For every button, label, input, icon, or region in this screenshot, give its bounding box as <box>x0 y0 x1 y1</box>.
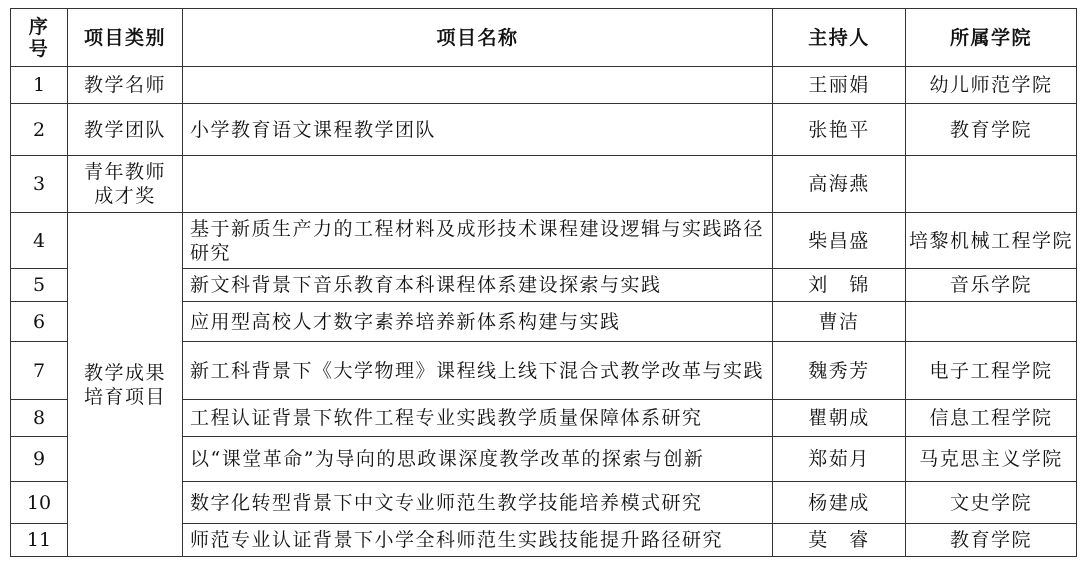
row-college: 马克思主义学院 <box>906 437 1077 482</box>
row-college: 教育学院 <box>906 104 1077 156</box>
row-index: 2 <box>11 104 68 156</box>
row-category: 教学团队 <box>68 104 183 156</box>
row-project-name: 以“课堂革命”为导向的思政课深度教学改革的探索与创新 <box>183 437 773 482</box>
row-project-name: 应用型高校人才数字素养培养新体系构建与实践 <box>183 302 773 342</box>
row-category: 教学名师 <box>68 67 183 104</box>
row-college: 教育学院 <box>906 524 1077 557</box>
row-college: 电子工程学院 <box>906 342 1077 400</box>
row-host: 王丽娟 <box>773 67 906 104</box>
header-category: 项目类别 <box>68 9 183 67</box>
row-host: 柴昌盛 <box>773 213 906 269</box>
row-project-name <box>183 67 773 104</box>
row-college: 音乐学院 <box>906 269 1077 302</box>
table-row <box>11 213 1077 269</box>
row-college: 文史学院 <box>906 482 1077 524</box>
row-college <box>906 302 1077 342</box>
header-index: 序 号 <box>11 9 68 67</box>
row-project-name <box>183 156 773 213</box>
row-project-name: 工程认证背景下软件工程专业实践教学质量保障体系研究 <box>183 400 773 437</box>
header-name: 项目名称 <box>183 9 773 67</box>
table-row <box>11 156 1077 213</box>
row-index: 6 <box>11 302 68 342</box>
row-index: 10 <box>11 482 68 524</box>
row-index: 7 <box>11 342 68 400</box>
row-college <box>906 156 1077 213</box>
row-project-name: 师范专业认证背景下小学全科师范生实践技能提升路径研究 <box>183 524 773 557</box>
row-host: 张艳平 <box>773 104 906 156</box>
row-host: 刘 锦 <box>773 269 906 302</box>
row-category-merged: 教学成果 培育项目 <box>68 213 183 557</box>
row-index: 3 <box>11 156 68 213</box>
row-index: 11 <box>11 524 68 557</box>
project-table <box>10 8 1077 557</box>
row-project-name: 新工科背景下《大学物理》课程线上线下混合式教学改革与实践 <box>183 342 773 400</box>
table-row <box>11 104 1077 156</box>
header-row <box>11 9 1077 67</box>
row-category: 青年教师 成才奖 <box>68 156 183 213</box>
row-host: 杨建成 <box>773 482 906 524</box>
header-host: 主持人 <box>773 9 906 67</box>
row-host: 瞿朝成 <box>773 400 906 437</box>
row-project-name: 数字化转型背景下中文专业师范生教学技能培养模式研究 <box>183 482 773 524</box>
row-index: 5 <box>11 269 68 302</box>
row-host: 郑茹月 <box>773 437 906 482</box>
row-host: 莫 睿 <box>773 524 906 557</box>
row-project-name: 基于新质生产力的工程材料及成形技术课程建设逻辑与实践路径研究 <box>183 213 773 269</box>
row-project-name: 小学教育语文课程教学团队 <box>183 104 773 156</box>
row-project-name: 新文科背景下音乐教育本科课程体系建设探索与实践 <box>183 269 773 302</box>
row-index: 1 <box>11 67 68 104</box>
row-college: 培黎机械工程学院 <box>906 213 1077 269</box>
row-college: 信息工程学院 <box>906 400 1077 437</box>
row-host: 高海燕 <box>773 156 906 213</box>
row-index: 9 <box>11 437 68 482</box>
header-college: 所属学院 <box>906 9 1077 67</box>
row-host: 曹洁 <box>773 302 906 342</box>
row-college: 幼儿师范学院 <box>906 67 1077 104</box>
row-index: 4 <box>11 213 68 269</box>
table-row <box>11 67 1077 104</box>
row-index: 8 <box>11 400 68 437</box>
row-host: 魏秀芳 <box>773 342 906 400</box>
